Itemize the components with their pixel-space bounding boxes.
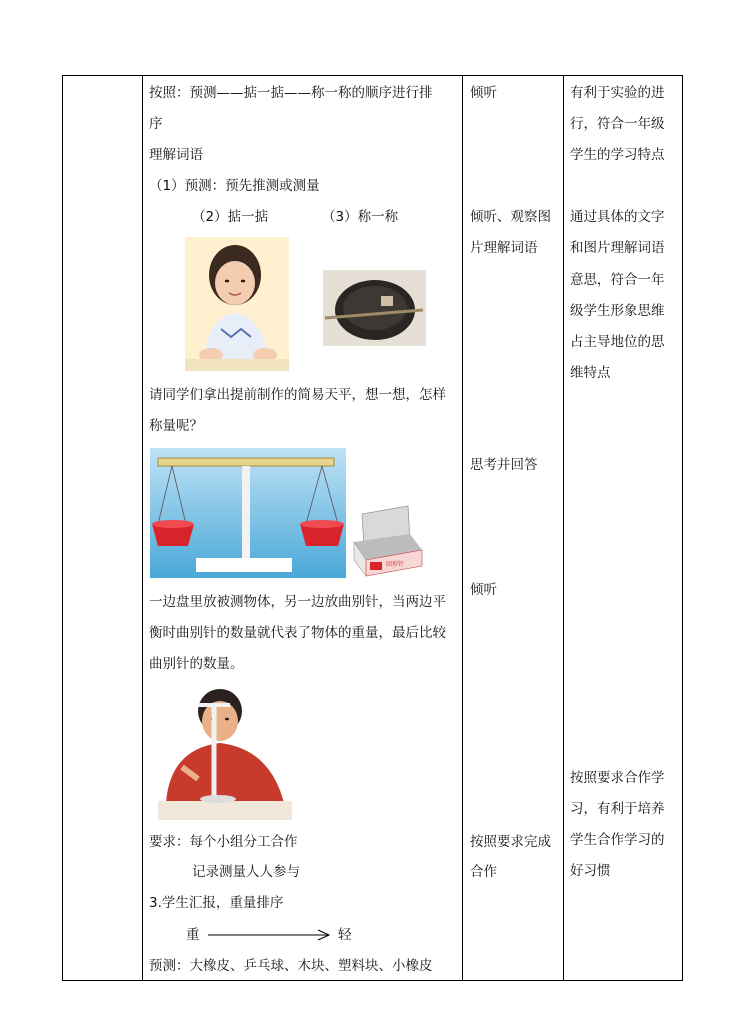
student-activity-observe-1: 倾听、观察图 — [470, 209, 551, 225]
intent-b-line-4: 级学生形象思维 — [570, 303, 665, 319]
intent-b-line-5: 占主导地位的思 — [570, 334, 665, 350]
content-line-8: 一边盘里放被测物体，另一边放曲别针，当两边平 — [149, 594, 446, 610]
content-line-15: 预测：大橡皮、乒乓球、木块、塑料块、小橡皮 — [149, 958, 433, 974]
student-activity-think: 思考并回答 — [470, 457, 538, 473]
content-line-3: 理解词语 — [149, 147, 203, 163]
content-line-5b: （3）称一称 — [322, 209, 399, 225]
content-line-11: 要求：每个小组分工合作 — [149, 834, 298, 850]
content-line-13: 3.学生汇报，重量排序 — [149, 895, 284, 911]
content-line-1: 按照：预测——掂一掂——称一称的顺序进行排 — [149, 85, 433, 101]
intent-c-line-3: 学生合作学习的 — [570, 832, 665, 848]
content-line-9: 衡时曲别针的数量就代表了物体的重量，最后比较 — [149, 625, 446, 641]
table-border-right — [682, 75, 683, 981]
content-line-2: 序 — [149, 116, 163, 132]
girl-hefting-photo — [185, 237, 289, 371]
table-col-divider-1 — [142, 75, 143, 981]
table-border-left — [62, 75, 63, 981]
intent-b-line-6: 维特点 — [570, 365, 611, 381]
intent-b-line-3: 意思，符合一年 — [570, 272, 665, 288]
intent-b-line-1: 通过具体的文字 — [570, 209, 665, 225]
student-activity-cooperate-2: 合作 — [470, 864, 497, 880]
balance-with-red-bowls-photo — [150, 448, 346, 578]
table-border-top — [62, 75, 683, 76]
intent-c-line-1: 按照要求合作学 — [570, 770, 665, 786]
intent-c-line-4: 好习惯 — [570, 863, 611, 879]
paperclip-box-photo — [348, 500, 426, 578]
content-line-12: 记录测量人人参与 — [192, 864, 300, 880]
content-line-10: 曲别针的数量。 — [149, 656, 244, 672]
content-line-4: （1）预测：预先推测或测量 — [149, 178, 320, 194]
intent-a-line-2: 行，符合一年级 — [570, 116, 665, 132]
student-activity-cooperate-1: 按照要求完成 — [470, 834, 551, 850]
intent-c-line-2: 习，有利于培养 — [570, 801, 665, 817]
table-border-bottom — [62, 980, 683, 981]
heavy-to-light-arrow-icon — [208, 927, 332, 943]
light-label: 轻 — [338, 927, 352, 943]
table-col-divider-2 — [462, 75, 463, 981]
student-activity-listen-2: 倾听 — [470, 582, 497, 598]
student-activity-listen: 倾听 — [470, 85, 497, 101]
content-line-5a: （2）掂一掂 — [192, 209, 269, 225]
student-activity-observe-2: 片理解词语 — [470, 240, 538, 256]
balance-scale-photo — [323, 270, 426, 346]
content-line-6: 请同学们拿出提前制作的简易天平，想一想，怎样 — [149, 387, 446, 403]
intent-a-line-3: 学生的学习特点 — [570, 147, 665, 163]
paperclip-box-label: 回形针 — [386, 561, 405, 568]
intent-b-line-2: 和图片理解词语 — [570, 240, 665, 256]
intent-a-line-1: 有利于实验的进 — [570, 85, 665, 101]
boy-weighing-photo — [158, 683, 292, 820]
table-col-divider-3 — [563, 75, 564, 981]
heavy-label: 重 — [186, 927, 200, 943]
content-line-7: 称量呢？ — [149, 418, 203, 434]
